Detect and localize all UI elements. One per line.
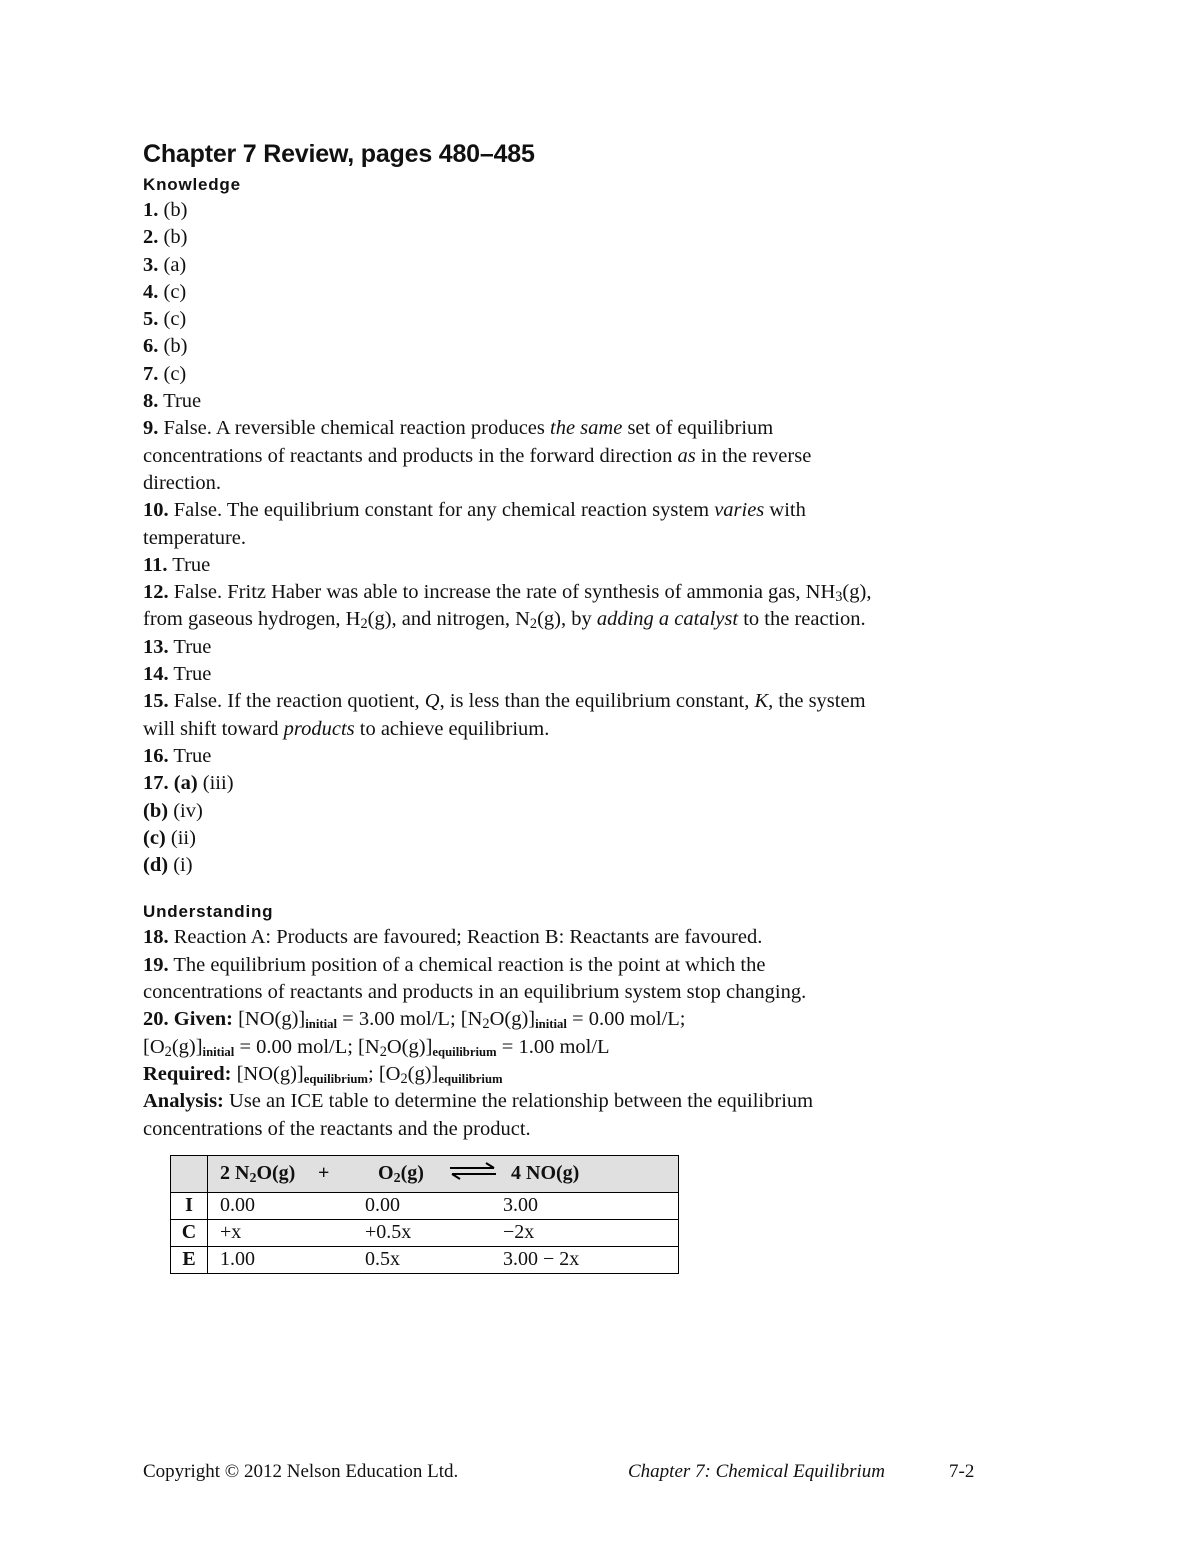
ice-header-reactant-1: 2 $N_2O(g)$ xyxy=(220,1162,296,1187)
footer-chapter: Chapter 7: Chemical Equilibrium xyxy=(628,1461,886,1482)
answer-20: 20. Given: $[NO(g)]_{initial} = 3.00$ mol/L; $[N_2O(g)]_{initial} = 0.00$ mol/L; $[O_2(g)]_{initial} = 0.00$ mol/L; $[N_2O(g)]_{equilibrium} = 1.00$ mol/L Required: $[NO(g)]_{equilibrium}$; $[O_2(g)]_{equilibrium}$ Analysis: Use an ICE table to determine the relationship between the equilibrium concentrations of the reactants and the product. xyxy=(143,1008,814,1140)
ice-table-row-equilibrium: E 1.00 0.5x 3.00 − 2x xyxy=(171,1246,679,1273)
answer-19: 19. The equilibrium position of a chemical reaction is the point at which the concentrations of reactants and products in an equilibrium system stop changing. xyxy=(143,953,807,1004)
answer-8: 8. True xyxy=(143,390,202,413)
answer-7: 7. (c) xyxy=(143,362,187,385)
answer-4: 4. (c) xyxy=(143,280,187,303)
answer-13: 13. True xyxy=(143,635,212,658)
page-content xyxy=(143,140,1003,1274)
answer-11: 11. True xyxy=(143,553,211,576)
ice-table-header-row xyxy=(171,1155,679,1192)
ice-header-product: 4 NO(g) xyxy=(511,1162,580,1185)
answer-15: 15. False. If the reaction quotient, Q, is less than the equilibrium constant, K, the system will shift toward products to achieve equilibrium. xyxy=(143,690,866,740)
answer-2: 2. (b) xyxy=(143,226,188,249)
ice-header-reactant-2: $O_2(g)$ xyxy=(378,1162,424,1187)
page-title: Chapter 7 Review, pages 480–485 xyxy=(143,140,535,168)
section-heading-understanding: Understanding xyxy=(143,902,274,922)
ice-table-row-initial: I 0.00 0.00 3.00 xyxy=(171,1192,679,1219)
footer-copyright: Copyright © 2012 Nelson Education Ltd. xyxy=(143,1461,459,1482)
answer-9: 9. False. A reversible chemical reaction produces the same set of equilibrium concentrations of reactants and products in the forward direction as in the reverse direction. xyxy=(143,417,812,494)
ice-table xyxy=(170,1155,679,1274)
equilibrium-arrow-icon xyxy=(448,1162,511,1186)
answer-5: 5. (c) xyxy=(143,308,187,331)
answer-18: 18. Reaction A: Products are favoured; Reaction B: Reactants are favoured. xyxy=(143,926,763,949)
section-heading-knowledge: Knowledge xyxy=(143,175,241,194)
answer-16: 16. True xyxy=(143,744,212,767)
answer-6: 6. (b) xyxy=(143,335,188,358)
answer-12: 12. False. Fritz Haber was able to increase the rate of synthesis of ammonia gas, $NH_3(g)$, from gaseous hydrogen, $H_2(g)$, and nitrogen, $N_2(g)$, by adding a catalyst to the reaction. xyxy=(143,581,872,633)
ice-table-row-change: C +x +0.5x −2x xyxy=(171,1219,679,1246)
answer-10: 10. False. The equilibrium constant for any chemical reaction system varies with temperature. xyxy=(143,499,806,549)
ice-header-plus: + xyxy=(318,1162,330,1185)
answer-1: 1. (b) xyxy=(143,199,188,221)
answer-3: 3. (a) xyxy=(143,253,187,276)
answer-14: 14. True xyxy=(143,663,212,686)
footer-page-number: 7-2 xyxy=(949,1461,975,1482)
answer-17: 17. (a) (iii) (b) (iv) (c) (ii) (d) (i) xyxy=(143,772,234,877)
